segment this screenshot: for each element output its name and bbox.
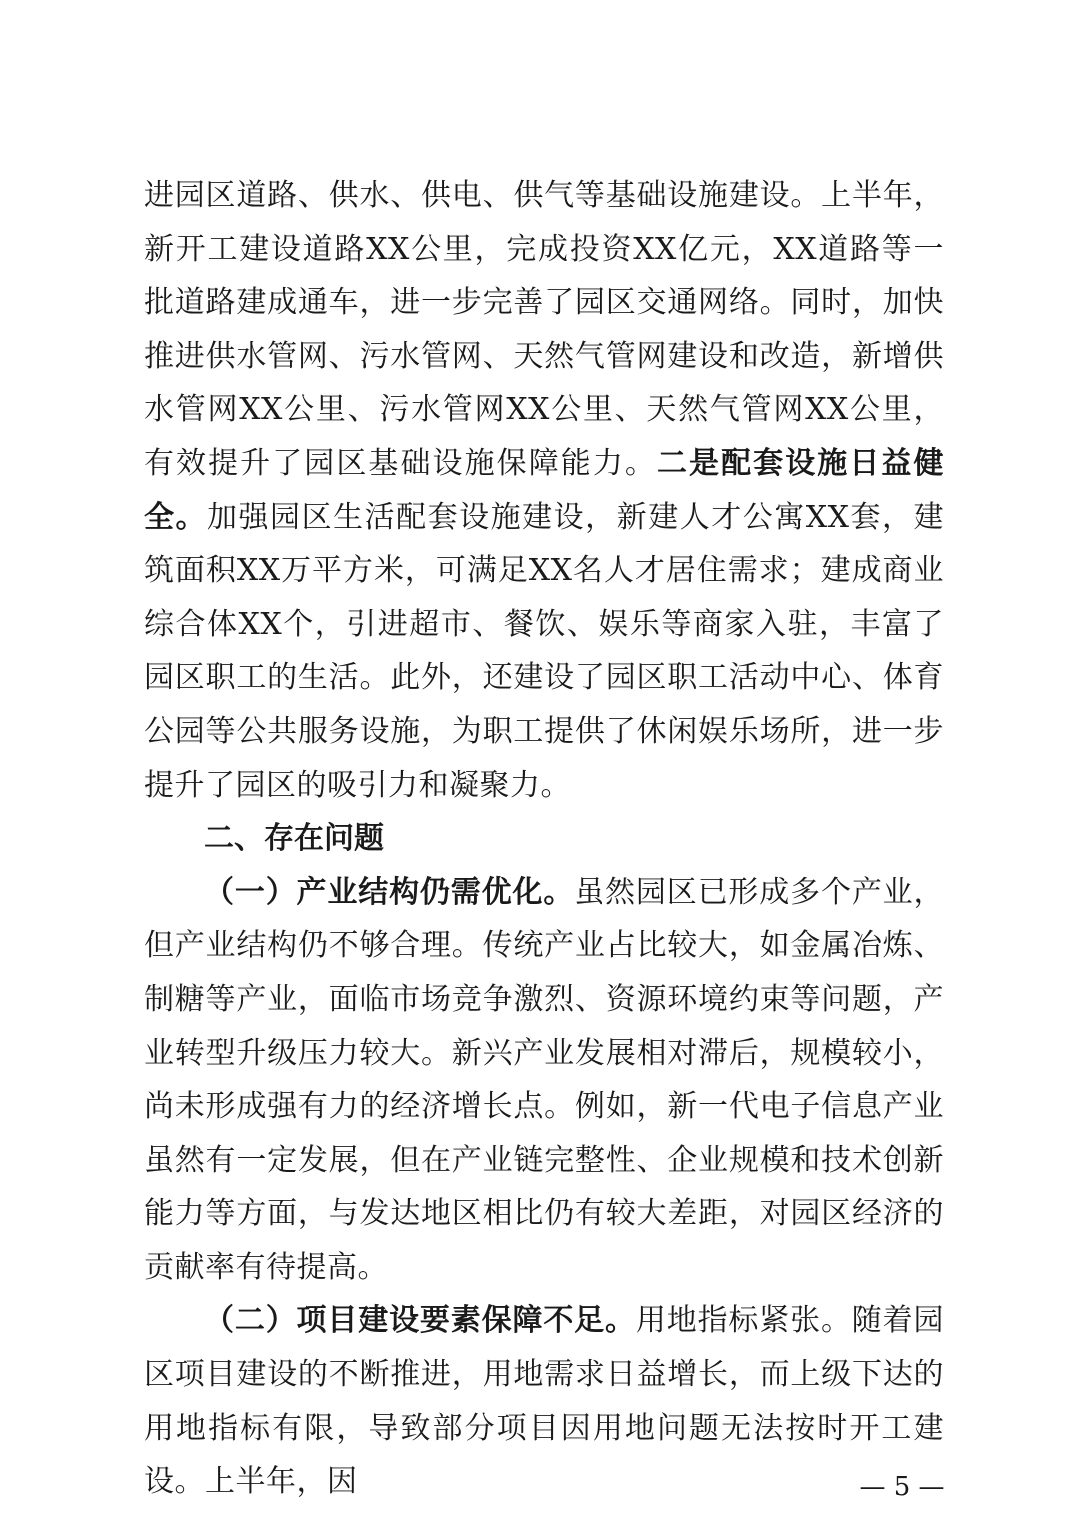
paragraph-text: 加强园区生活配套设施建设，新建人才公寓XX套，建筑面积XX万平方米，可满足XX名人才居住需求；建成商业综合体XX个，引进超市、餐饮、娱乐等商家入驻，丰富了园区职工的生活。此外，还建设了园区职工活动中心、体育公园等公共服务设施，为职工提供了休闲娱乐场所，进一步提升了园区的吸引力和凝聚力。 [144, 499, 945, 803]
paragraph-infrastructure [144, 169, 944, 812]
section-heading: 二、存在问题 [204, 821, 384, 857]
bold-phrase: 二是配套设施日益健全。 [144, 445, 944, 535]
subsection-heading: （二）项目建设要素保障不足。 [204, 1303, 636, 1339]
paragraph-text: 用地指标紧张。随着园区项目建设的不断推进，用地需求日益增长，而上级下达的用地指标有限，导致部分项目因用地问题无法按时开工建设。上半年，因 [144, 1303, 945, 1500]
paragraph-text: 进园区道路、供水、供电、供气等基础设施建设。上半年，新开工建设道路XX公里，完成投资XX亿元，XX道路等一批道路建成通车，进一步完善了园区交通网络。同时，加快推进供水管网、污水管网、天然气管网建设和改造，新增供水管网XX公里、污水管网XX公里、天然气管网XX公里，有效提升了园区基础设施保障能力。 [144, 178, 944, 481]
paragraph-project-factors [144, 1294, 944, 1508]
paragraph-industry-structure [144, 866, 944, 1295]
subsection-heading: （一）产业结构仍需优化。 [204, 874, 575, 910]
body-text [144, 169, 944, 1509]
page-number: — 5 — [859, 1472, 945, 1502]
paragraph-text: 虽然园区已形成多个产业，但产业结构仍不够合理。传统产业占比较大，如金属冶炼、制糖等产业，面临市场竞争激烈、资源环境约束等问题，产业转型升级压力较大。新兴产业发展相对滞后，规模较小，尚未形成强有力的经济增长点。例如，新一代电子信息产业虽然有一定发展，但在产业链完整性、企业规模和技术创新能力等方面，与发达地区相比仍有较大差距，对园区经济的贡献率有待提高。 [144, 874, 945, 1285]
